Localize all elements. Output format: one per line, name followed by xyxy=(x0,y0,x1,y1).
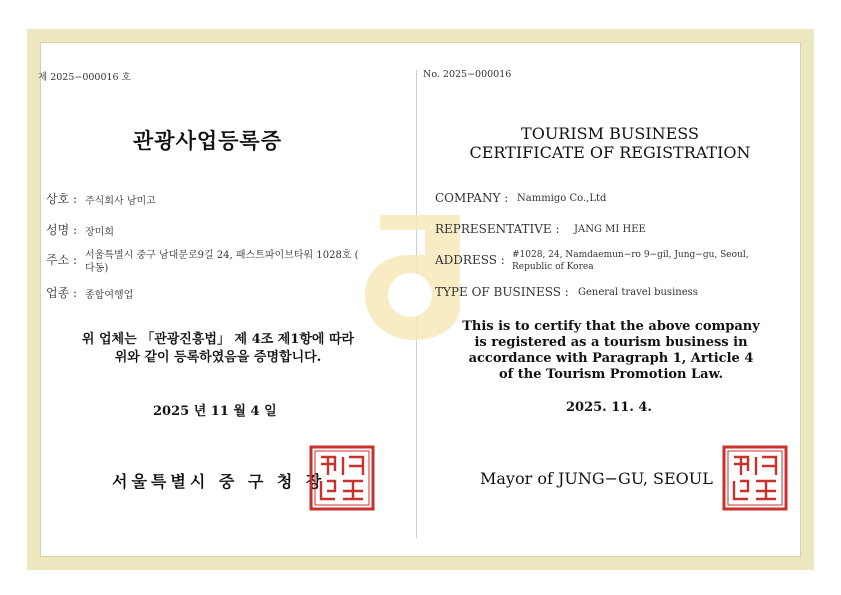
field-label-type-ko: 업종 : xyxy=(46,286,78,300)
title-en-line1: TOURISM BUSINESS xyxy=(521,124,699,143)
field-value-representative-en: JANG MI HEE xyxy=(574,224,646,235)
certify-statement-en-4: of the Tourism Promotion Law. xyxy=(498,367,724,382)
field-label-address-en: ADDRESS : xyxy=(435,253,505,267)
certify-statement-en-1: This is to certify that the above company xyxy=(462,319,760,334)
field-label-company-ko: 상호 : xyxy=(46,192,78,206)
registration-number-en: No. 2025−000016 xyxy=(423,69,512,80)
title-ko: 관광사업등록증 xyxy=(133,128,283,153)
title-en-line2: CERTIFICATE OF REGISTRATION xyxy=(469,143,751,162)
field-label-company-en: COMPANY : xyxy=(435,191,509,205)
field-label-address-ko: 주소 : xyxy=(46,253,78,267)
issue-date-ko: 2025 년 11 월 4 일 xyxy=(153,404,277,419)
field-label-name-ko: 성명 : xyxy=(46,223,78,237)
field-label-representative-en: REPRESENTATIVE : xyxy=(435,222,560,236)
field-value-address2-ko: 다동) xyxy=(85,263,109,274)
field-value-name-ko: 장미희 xyxy=(85,227,114,238)
field-value-type-ko: 종합여행업 xyxy=(85,290,134,301)
official-seal-left xyxy=(309,445,375,511)
field-value-address-ko: 서울특별시 중구 남대문로9길 24, 패스트파이브타워 1028호 ( xyxy=(85,250,359,261)
certify-statement-ko-1: 위 업체는 「관광진흥법」 제 4조 제1항에 따라 xyxy=(81,332,355,347)
issuer-en: Mayor of JUNG−GU, SEOUL xyxy=(480,469,713,488)
field-value-address2-en: Republic of Korea xyxy=(512,262,594,272)
field-value-type-en: General travel business xyxy=(578,287,698,298)
issuer-ko: 서울특별시 중 구 청 장 xyxy=(112,472,326,491)
official-seal-right xyxy=(722,445,788,511)
certify-statement-en-2: is registered as a tourism business in xyxy=(474,335,748,350)
registration-number-ko: 제 2025−000016 호 xyxy=(38,72,131,83)
field-value-company-ko: 주식회사 남미고 xyxy=(85,196,156,207)
certify-statement-ko-2: 위와 같이 등록하였음을 증명합니다. xyxy=(114,350,322,365)
field-value-address-en: #1028, 24, Namdaemun−ro 9−gil, Jung−gu, Seoul, xyxy=(512,250,749,260)
certify-statement-en-3: accordance with Paragraph 1, Article 4 xyxy=(468,351,754,366)
field-label-type-en: TYPE OF BUSINESS : xyxy=(435,285,569,299)
issue-date-en: 2025. 11. 4. xyxy=(566,400,652,415)
field-value-company-en: Nammigo Co.,Ltd xyxy=(517,193,607,204)
